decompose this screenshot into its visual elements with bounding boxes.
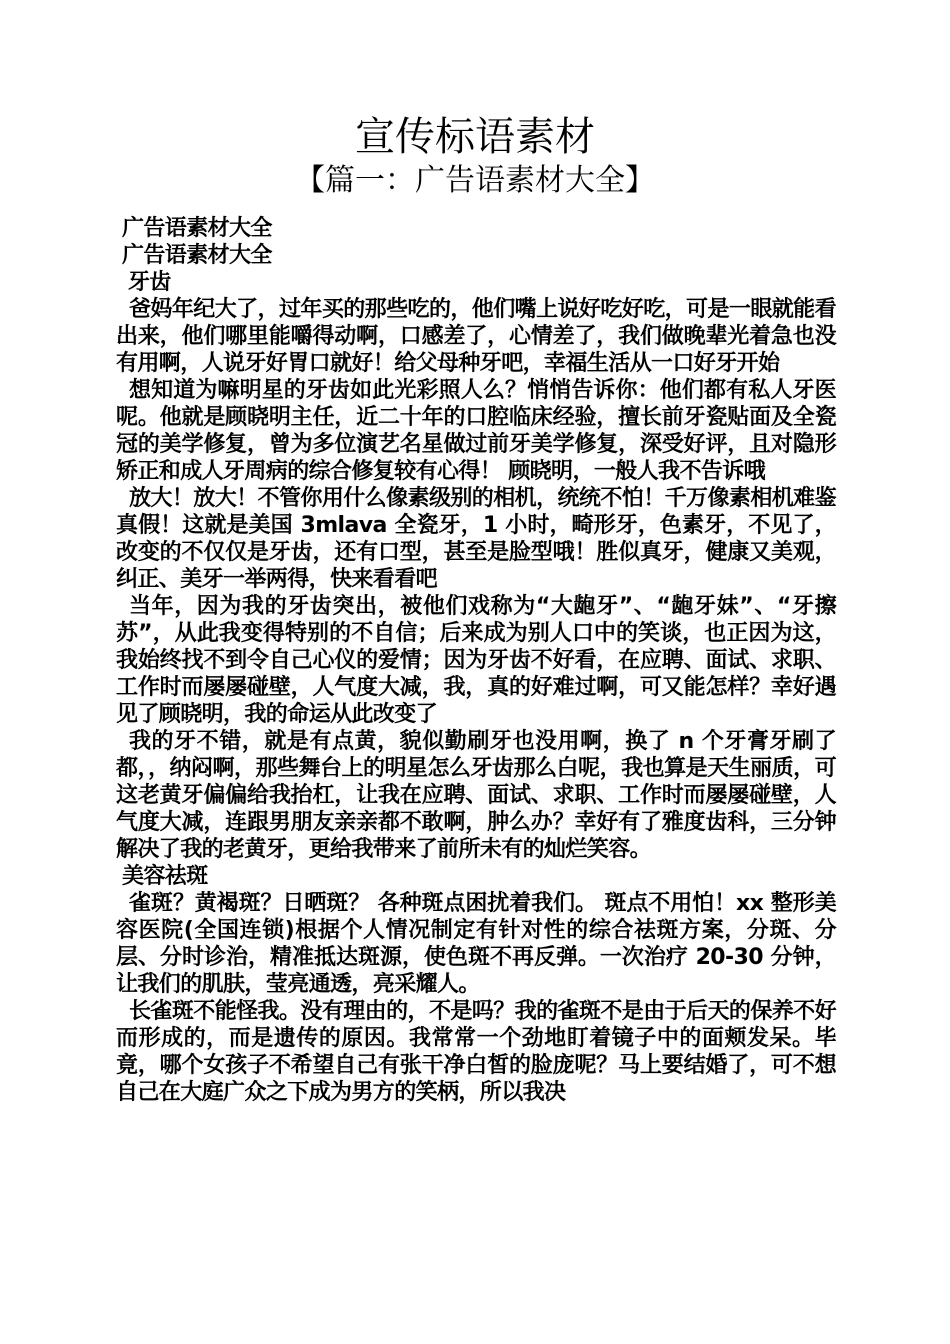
paragraph: 想知道为嘛明星的牙齿如此光彩照人么？悄悄告诉你：他们都有私人牙医呢。他就是顾晓明主任，近二十年的口腔临床经验，擅长前牙瓷贴面及全瓷冠的美学修复，曾为多位演艺名星做过前牙美学修复，深受好评，且对隐形矫正和成人牙周病的综合修复较有心得！ 顾晓明，一般人我不告诉哦 — [116, 378, 836, 484]
section-heading: 广告语素材大全 — [122, 243, 272, 268]
paragraph: 放大！放大！不管你用什么像素级别的相机，统统不怕！千万像素相机难鉴真假！这就是美国 3mlava 全瓷牙，1 小时，畸形牙，色素牙，不见了，改变的不仅仅是牙齿，还有口型，甚至是脸型哦！胜似真牙，健康又美观，纠正、美牙一举两得，快来看看吧 — [116, 486, 836, 592]
section-heading: 广告语素材大全 — [122, 216, 272, 241]
section-heading-teeth: 牙齿 — [128, 270, 171, 295]
paragraph: 爸妈年纪大了，过年买的那些吃的，他们嘴上说好吃好吃，可是一眼就能看出来，他们哪里能嚼得动啊，口感差了，心情差了，我们做晚辈光着急也没有用啊，人说牙好胃口就好！给父母种牙吧，幸福生活从一口好牙开始 — [116, 297, 836, 376]
paragraph: 长雀斑不能怪我。没有理由的，不是吗？我的雀斑不是由于后天的保养不好而形成的，而是遗传的原因。我常常一个劲地盯着镜子中的面颊发呆。毕竟，哪个女孩子不希望自己有张干净白皙的脸庞呢？马上要结婚了，可不想自己在大庭广众之下成为男方的笑柄，所以我决 — [116, 999, 836, 1105]
document-title: 宣传标语素材 — [355, 114, 595, 160]
paragraph: 当年，因为我的牙齿突出，被他们戏称为“大龅牙”、“龅牙妹”、“牙擦苏”，从此我变得特别的不自信；后来成为别人口中的笑谈，也正因为这，我始终找不到令自己心仪的爱情；因为牙齿不好看，在应聘、面试、求职、工作时而屡屡碰壁，人气度大减，我，真的好难过啊，可又能怎样？幸好遇见了顾晓明，我的命运从此改变了 — [116, 594, 836, 727]
paragraph: 我的牙不错，就是有点黄，貌似勤刷牙也没用啊，换了 n 个牙膏牙刷了都，，纳闷啊，那些舞台上的明星怎么牙齿那么白呢，我也算是天生丽质，可这老黄牙偏偏给我抬杠，让我在应聘、面试、求职、工作时而屡屡碰壁，人气度大减，连跟男朋友亲亲都不敢啊，肿么办？幸好有了雅度齿科，三分钟解决了我的老黄牙，更给我带来了前所未有的灿烂笑容。 — [116, 729, 836, 862]
document-body — [116, 215, 836, 1106]
section-heading-beauty: 美容祛斑 — [122, 864, 208, 889]
paragraph: 雀斑？黄褐斑？日晒斑？ 各种斑点困扰着我们。 斑点不用怕！xx 整形美容医院(全国连锁)根据个人情况制定有针对性的综合祛斑方案，分斑、分层、分时诊治，精准抵达斑源，使色斑不再反弹。一次治疗 20-30 分钟，让我们的肌肤，莹亮通透，亮采耀人。 — [116, 891, 836, 997]
document-subtitle: 【篇一：广告语素材大全】 — [295, 163, 655, 198]
